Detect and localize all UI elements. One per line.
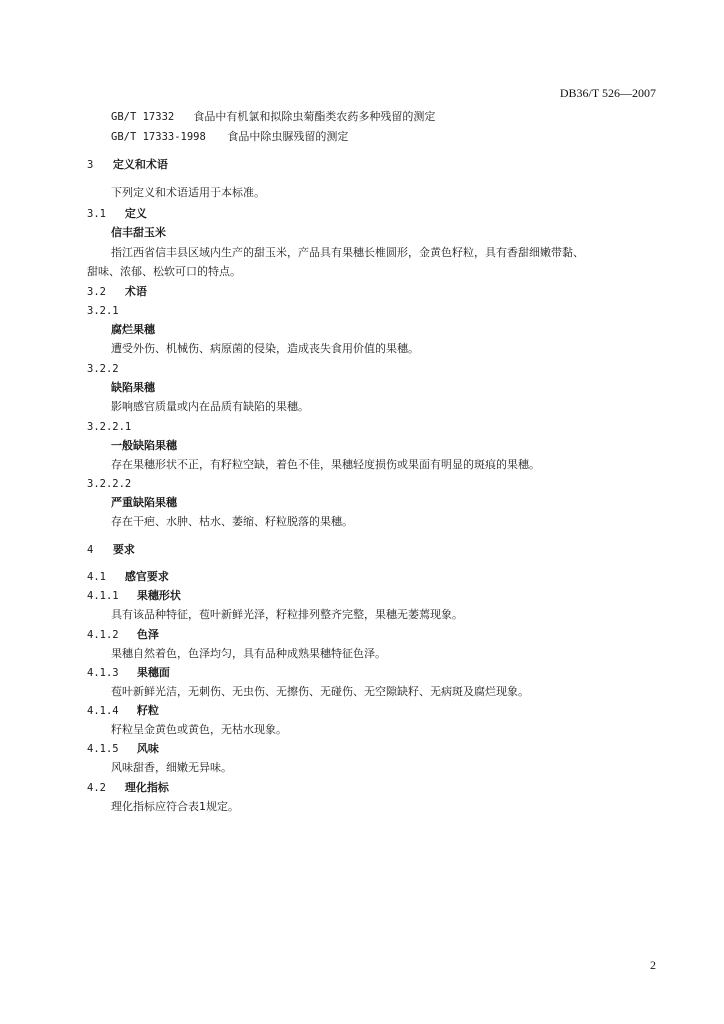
- paragraph: 下列定义和术语适用于本标准。: [111, 186, 265, 199]
- section-heading: [87, 666, 664, 680]
- term-definition: 影响感官质量或内在品质有缺陷的果穗。: [111, 400, 309, 413]
- paragraph: 具有该品种特征，苞叶新鲜光泽，籽粒排列整齐完整，果穗无萎蔫现象。: [111, 608, 463, 621]
- section-heading: [87, 570, 664, 584]
- paragraph: 籽粒呈金黄色或黄色，无枯水现象。: [111, 723, 287, 736]
- reference-item: [111, 110, 664, 124]
- section-number: 4.1.3: [87, 667, 119, 679]
- reference-code: GB/T 17333-1998: [111, 131, 206, 143]
- section-title: 定义和术语: [112, 158, 168, 171]
- section-heading: [87, 589, 664, 603]
- section-number: 3: [87, 159, 94, 171]
- section-number: 4.2: [87, 782, 106, 794]
- section-heading: [87, 285, 664, 299]
- section-title: 要求: [112, 543, 135, 556]
- section-number: 4.1.2: [87, 629, 119, 641]
- paragraph: 风味甜香，细嫩无异味。: [111, 761, 232, 774]
- reference-item: [111, 130, 664, 144]
- reference-title: 食品中除虫脲残留的测定: [227, 130, 349, 143]
- term-definition-continued: 甜味、浓郁、松软可口的特点。: [87, 265, 241, 278]
- term-definition: 存在果穗形状不正，有籽粒空缺，着色不佳，果穗轻度损伤或果面有明显的斑痕的果穗。: [111, 458, 540, 471]
- section-title: 术语: [124, 285, 147, 298]
- section-title: 色泽: [136, 628, 159, 641]
- section-title: 感官要求: [124, 570, 169, 583]
- section-title: 理化指标: [124, 781, 169, 794]
- term-definition: 指江西省信丰县区域内生产的甜玉米，产品具有果穗长椎圆形，金黄色籽粒，具有香甜细嫩带黏、: [111, 246, 584, 259]
- section-number: 3.1: [87, 208, 106, 220]
- term-definition: 存在干疤、水肿、枯水、萎缩、籽粒脱落的果穗。: [111, 515, 353, 528]
- section-number: 4: [87, 544, 94, 556]
- paragraph: 理化指标应符合表1规定。: [111, 800, 239, 813]
- section-heading: [87, 628, 664, 642]
- section-heading: [87, 543, 664, 557]
- paragraph: 苞叶新鲜光洁，无刺伤、无虫伤、无擦伤、无碰伤、无空隙缺籽、无病斑及腐烂现象。: [111, 685, 529, 698]
- page-number: 2: [650, 958, 656, 972]
- section-heading: [87, 207, 664, 221]
- paragraph: 果穗自然着色，色泽均匀，具有品种成熟果穗特征色泽。: [111, 647, 386, 660]
- clause-number: 3.2.2.1: [87, 421, 132, 433]
- section-title: 果穗面: [136, 666, 170, 679]
- section-title: 籽粒: [136, 704, 159, 717]
- reference-code: GB/T 17332: [111, 111, 175, 123]
- term-name: 腐烂果穗: [111, 323, 155, 336]
- term-name: 信丰甜玉米: [111, 226, 166, 239]
- term-name: 一般缺陷果穗: [111, 439, 177, 452]
- section-number: 4.1.4: [87, 705, 119, 717]
- section-title: 果穗形状: [136, 589, 181, 602]
- section-number: 4.1: [87, 571, 106, 583]
- section-title: 定义: [124, 207, 147, 220]
- clause-number: 3.2.2: [87, 363, 119, 375]
- section-heading: [87, 704, 664, 718]
- section-number: 3.2: [87, 286, 106, 298]
- document-code: DB36/T 526—2007: [559, 86, 656, 100]
- section-heading: [87, 158, 664, 172]
- term-name: 严重缺陷果穗: [111, 496, 177, 509]
- section-heading: [87, 742, 664, 756]
- section-number: 4.1.5: [87, 743, 119, 755]
- reference-title: 食品中有机氯和拟除虫菊酯类农药多种残留的测定: [193, 110, 436, 123]
- clause-number: 3.2.1: [87, 305, 119, 317]
- section-title: 风味: [136, 742, 159, 755]
- section-number: 4.1.1: [87, 590, 119, 602]
- section-heading: [87, 781, 664, 795]
- term-name: 缺陷果穗: [111, 381, 155, 394]
- clause-number: 3.2.2.2: [87, 478, 132, 490]
- term-definition: 遭受外伤、机械伤、病原菌的侵染，造成丧失食用价值的果穗。: [111, 342, 419, 355]
